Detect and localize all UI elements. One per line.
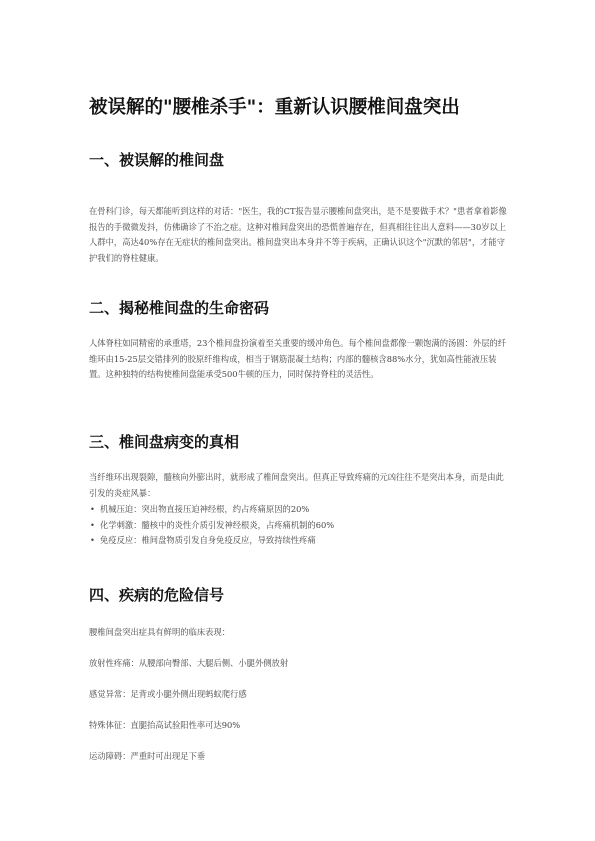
section-2-paragraph: 人体脊柱如同精密的承重塔，23个椎间盘扮演着至关重要的缓冲角色。每个椎间盘都像一颗饱满的汤圆：外层的纤维环由15-25层交错排列的胶原纤维构成，相当于钢筋混凝土结构；内部的髓核含88%水分，犹如高性能液压装置。这种独特的结构使椎间盘能承受500牛顿的压力，同时保持脊柱的灵活性。 bbox=[89, 338, 507, 379]
symptom-item: 感觉异常：足背或小腿外侧出现蚂蚁爬行感 bbox=[89, 689, 247, 699]
section-3-paragraph: 当纤维环出现裂隙，髓核向外膨出时，就形成了椎间盘突出。但真正导致疼痛的元凶往往不是突出本身，而是由此引发的炎症风暴： bbox=[89, 472, 504, 498]
bullet-item: • 免疫反应：椎间盘物质引发自身免疫反应，导致持续性疼痛 bbox=[89, 533, 509, 549]
section-heading-3: 三、椎间盘病变的真相 bbox=[89, 433, 240, 451]
section-heading-4: 四、疾病的危险信号 bbox=[89, 586, 225, 604]
bullet-item: • 化学刺激：髓核中的炎性介质引发神经根炎，占疼痛机制的60% bbox=[89, 518, 509, 534]
symptom-item: 特殊体征：直腿抬高试验阳性率可达90% bbox=[89, 720, 241, 730]
section-1-paragraph: 在骨科门诊，每天都能听到这样的对话："医生，我的CT报告显示腰椎间盘突出，是不是要做手术？"患者拿着影像报告的手微微发抖，仿佛确诊了不治之症。这种对椎间盘突出的恐慌普遍存在，但真相往往出人意料——30岁以上人群中，高达40%存在无症状的椎间盘突出。椎间盘突出本身并不等于疾病，正确认识这个"沉默的邻居"，才能守护我们的脊柱健康。 bbox=[89, 206, 507, 263]
document-title: 被误解的"腰椎杀手"：重新认识腰椎间盘突出 bbox=[89, 97, 460, 118]
section-heading-1: 一、被误解的椎间盘 bbox=[89, 151, 225, 169]
section-heading-2: 二、揭秘椎间盘的生命密码 bbox=[89, 299, 270, 317]
symptom-item: 放射性疼痛：从腰部向臀部、大腿后侧、小腿外侧放射 bbox=[89, 658, 289, 668]
section-3-bullet-list bbox=[89, 502, 509, 549]
section-4-intro: 腰椎间盘突出症具有鲜明的临床表现： bbox=[89, 627, 231, 637]
bullet-item: • 机械压迫：突出物直接压迫神经根，约占疼痛原因的20% bbox=[89, 502, 509, 518]
symptom-item: 运动障碍：严重时可出现足下垂 bbox=[89, 751, 206, 761]
